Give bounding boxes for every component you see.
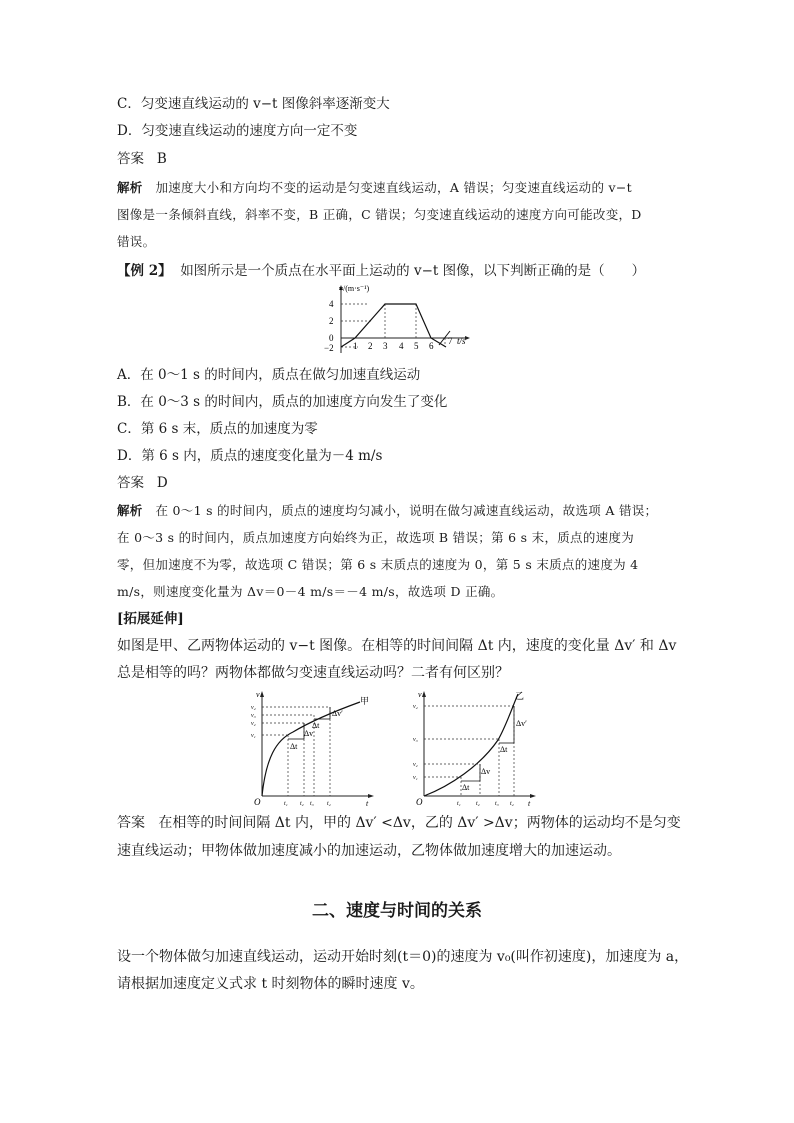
delta-t-2: Δt <box>312 721 320 730</box>
option-c: C．匀变速直线运动的 v−t 图像斜率逐渐变大 <box>117 96 390 112</box>
vt-graph-jia <box>248 688 378 810</box>
extension-answer-2: 速直线运动；甲物体做加速度减小的加速运动，乙物体做加速度增大的加速运动。 <box>117 843 621 859</box>
v1: v₁ <box>413 775 418 781</box>
xtick-7: 7 <box>448 336 453 346</box>
analysis-text: 在 0～1 s 的时间内，质点的速度均匀减小，说明在做匀减速直线运动，故选项 A 错误； <box>155 503 658 518</box>
ytick-2: 2 <box>329 316 334 326</box>
option-d: D．匀变速直线运动的速度方向一定不变 <box>117 123 358 139</box>
answer-label: 答案 <box>117 151 144 167</box>
xtick-4: 4 <box>399 341 404 351</box>
analysis2-line-2: 在 0～3 s 的时间内，质点加速度方向始终为正，故选项 B 错误；第 6 s 末，质点的速度为 <box>117 530 635 545</box>
section-body-1: 设一个物体做匀加速直线运动，运动开始时刻(t＝0)的速度为 v₀(叫作初速度)，加速度为 a， <box>117 949 689 965</box>
origin: O <box>416 797 423 807</box>
t4: t₄ <box>510 801 514 807</box>
delta-t-2: Δt <box>500 745 508 754</box>
analysis2-line-3: 零，但加速度不为零，故选项 C 错误；第 6 s 末质点的速度为 0，第 5 s 末质点的速度为 4 <box>117 557 639 572</box>
v-axis: v <box>256 690 260 699</box>
extension-question-1: 如图是甲、乙两物体运动的 v−t 图像。在相等的时间间隔 Δt 内，速度的变化量 Δv′ 和 Δv <box>117 638 677 654</box>
section-body-2: 请根据加速度定义式求 t 时刻物体的瞬时速度 v。 <box>117 976 424 992</box>
answer-text: 在相等的时间间隔 Δt 内，甲的 Δv′ <Δv，乙的 Δv′ >Δv；两物体的运动均不是匀变 <box>158 815 681 831</box>
ytick-0: 0 <box>329 333 334 343</box>
xtick-2: 2 <box>368 341 373 351</box>
analysis2-line-1 <box>117 501 657 521</box>
analysis-line-3: 错误。 <box>117 234 156 249</box>
xtick-5: 5 <box>414 341 419 351</box>
analysis-line-2: 图像是一条倾斜直线，斜率不变，B 正确，C 错误；匀变速直线运动的速度方向可能改变，D <box>117 207 642 222</box>
option-a: A．在 0～1 s 的时间内，质点在做匀加速直线运动 <box>117 367 421 383</box>
t1: t₁ <box>457 801 461 807</box>
option-b: B．在 0～3 s 的时间内，质点的加速度方向发生了变化 <box>117 394 448 410</box>
answer-label: 答案 <box>117 475 144 491</box>
x-axis-label: t/s <box>457 336 466 346</box>
v-axis: v <box>418 690 422 699</box>
t-axis: t <box>366 799 369 808</box>
v2: v₂ <box>251 721 256 727</box>
analysis-label: 解析 <box>117 180 143 195</box>
answer-value: D <box>156 475 168 491</box>
curve-label-jia: 甲 <box>360 696 370 706</box>
option-d-2: D．第 6 s 内，质点的速度变化量为－4 m/s <box>117 448 383 464</box>
extension-question-2: 总是相等的吗？两物体都做匀变速直线运动吗？二者有何区别？ <box>117 665 509 681</box>
analysis-line-1 <box>117 178 632 198</box>
t3: t₃ <box>495 801 499 807</box>
t2: t₂ <box>476 801 480 807</box>
v3: v₃ <box>413 737 418 743</box>
t4: t₄ <box>327 801 331 807</box>
extension-tag: [拓展延伸] <box>117 611 184 627</box>
answer-value: B <box>156 151 167 167</box>
ytick-neg2: −2 <box>324 343 334 353</box>
v3: v₃ <box>251 713 256 719</box>
example-stem-text: 如图所示是一个质点在水平面上运动的 v−t 图像，以下判断正确的是（ ） <box>180 263 646 279</box>
section-title: 二、速度与时间的关系 <box>312 901 482 921</box>
analysis-text: 加速度大小和方向均不变的运动是匀变速直线运动，A 错误；匀变速直线运动的 v−t <box>155 180 632 195</box>
delta-v-prime: Δv′ <box>332 709 343 718</box>
vt-graph-example-2 <box>320 283 480 358</box>
origin: O <box>254 797 261 807</box>
t1: t₁ <box>284 801 288 807</box>
t2: t₂ <box>300 801 304 807</box>
delta-v: Δv <box>304 729 314 738</box>
delta-t-1: Δt <box>462 783 470 792</box>
answer-label: 答案 <box>117 815 145 831</box>
v4: v₄ <box>413 704 418 710</box>
v2: v₂ <box>413 762 418 768</box>
vt-graph-yi <box>410 688 545 810</box>
analysis-label: 解析 <box>117 503 143 518</box>
xtick-1: 1 <box>353 341 358 351</box>
extension-answer-1 <box>117 813 681 833</box>
xtick-6: 6 <box>429 341 434 351</box>
answer-line-2 <box>117 473 168 493</box>
v1: v₁ <box>251 733 256 739</box>
answer-line <box>117 149 167 169</box>
t3: t₃ <box>310 801 314 807</box>
ytick-4: 4 <box>329 299 334 309</box>
example-tag: 【例 2】 <box>117 263 172 279</box>
xtick-3: 3 <box>383 341 388 351</box>
v4: v₄ <box>251 705 256 711</box>
option-c-2: C．第 6 s 末，质点的加速度为零 <box>117 421 318 437</box>
curve-label-yi: 乙 <box>515 691 525 701</box>
y-axis-label: v/(m·s⁻¹) <box>339 284 370 293</box>
t-axis: t <box>528 799 531 808</box>
delta-v-prime: Δv′ <box>516 719 527 728</box>
example-2-stem <box>117 261 645 281</box>
delta-t-1: Δt <box>290 742 298 751</box>
delta-v: Δv <box>481 767 491 776</box>
analysis2-line-4: m/s，则速度变化量为 Δv＝0－4 m/s＝－4 m/s，故选项 D 正确。 <box>117 584 504 599</box>
